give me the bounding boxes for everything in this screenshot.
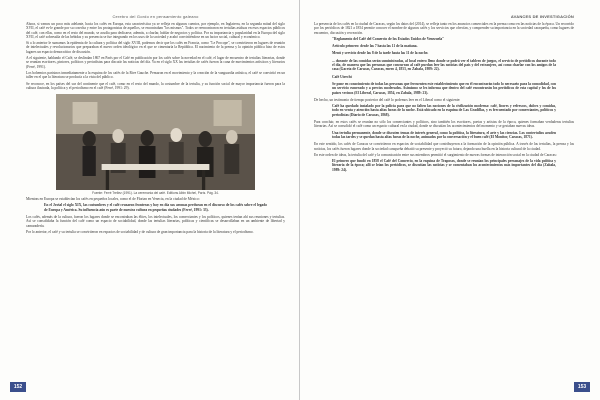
right-paragraph-4: En este sentido, los cafés de Caracas se convirtieron en espacios de sociabilidad que contribuyeron a la formación de la opinión pública. A través de las tertulias, la prensa y las noticias, los cafés fueron lugares donde la sociedad caraqueña debatió su presente y proyectó su futuro, dejando una huella en la historia cultural de la ciudad. [314, 142, 574, 151]
right-quote-line-1: Artículo primero: desde las 7 hasta las 11 de la mañana. [332, 44, 418, 49]
left-running-head: Cerebro del Gordo en pensamiento galeano [112, 14, 199, 19]
cafe-scene-image [56, 94, 255, 190]
left-paragraph-6: Mientras en Europa se establecían los cafés en pequeños locales, como el de Florian en Venecia, en la ciudad de México: [26, 197, 200, 202]
right-quote-line-3: ... durante de las comidas serán suministradas, al local entero lleno donde se podrá ver el tablero de juegos, el servicio de periódicos durante todo el día, de manera que las personas que concurran al café puedan leer las noticias del país y del extranjero, así como charlar con los amigos de la casa (Gaceta de Caracas, Caracas, enero 4, 1853, en Zabala, 1989: 22). [332, 58, 556, 72]
right-running-head: AVANCES DE INVESTIGACIÓN [510, 14, 574, 19]
right-paragraph-2: De hecho, un testimonio de tiempo posterior del café lo podemos leer en el Liberal como el siguiente: [314, 97, 461, 102]
right-quote-final: El primero que fundó en 1858 el Café del Comercio, en la esquina de Traposos, donde se reunían los principales personajes de la vida política y literaria de la época; allí se leían los periódicos, se discutían las noticias y se comentaban los acontecimientos más importantes del día (Zabala, 1989: 24). [332, 159, 556, 172]
cafe-photograph [56, 94, 255, 190]
right-paragraph-5: En este orden de ideas, la tertulia del café y la comunicación entre sus miembros permitió el surgimiento de nuevas formas de interacción social en la ciudad de Caracas: [314, 152, 557, 157]
photo-caption: Fuente: Ferré Trellez (1991). La ceremonia del café. Editions Albin Michel, París. Pág. 34. [92, 191, 219, 196]
left-page-number: 152 [10, 382, 26, 392]
right-quote-line-2: Menú y servicio desde las 8 de la tarde hasta las 11 de la noche. [332, 51, 429, 56]
left-block-quote: En el Jovial el siglo XIX, las costumbres y el café cruzaron fronteras y hoy en día sus aromas perduran en el discurso de los cafés sobre el legado de Europa y América. Su influencia aún es parte de nuestra cultura en pequeñas ciudades (Ferré, 1991: 33). [44, 203, 267, 212]
left-paragraph-8: Por lo anterior, el café y su tertulia se convirtieron en espacios de sociabilidad y de cultura de gran importancia para la historia de la literatura y el periodismo. [26, 229, 254, 234]
right-paragraph-1: La presencia de los cafés en la ciudad de Caracas, según los datos del (2014), se refleja tanto en los anuncios comerciales en la prensa como en las noticias de la época. Un recorrido por los periódicos de 1821 a 1854 permite conocer el nombre de algunos cafés y los servicios que ofrecían, y comprender su importancia en la sociedad caraqueña, como lugares de encuentro, discusión y recreación. [314, 22, 574, 35]
right-quote-title: "Reglamento del Café del Comercio de los Estados Unidos de Venezuela" [332, 36, 445, 41]
right-quote-police: Café ha quedado instalado por la policía para que no falten las nociones de la civilización moderna: café, licores y refrescos, dulces y comidas, todo en venta y atención hasta altas horas de la noche. Está ubicado en la esquina de Las Gradillas, y es frecuentado por comerciantes, políticos y periodistas (Diario de Caracas, 1868). [332, 104, 556, 117]
right-paragraph-3: Para concluir, en estos cafés se reunían no sólo los comerciantes y políticos, sino también los escritores, poetas y artistas de la época, quienes formaban verdaderas tertulias literarias. Así se consolidó el café como un espacio cultural en la ciudad, donde se discutían los acontecimientos del momento y se gestaban nuevas ideas. [314, 120, 574, 129]
left-paragraph-2: Si a lo anterior le sumamos la epidemia de la cultura y política del siglo XVIII, podemos decir que los cafés en Francia, como "Le Procope", se convirtieron en lugares de reunión de intelectuales y revolucionarios que preparaban el nuevo orden ideológico en el que se cimentaría la República. El nacimiento de la prensa y la opinión pública hizo de estos lugares un espacio democrático de discusión. [26, 41, 285, 54]
left-paragraph-4: Los bohemios parisinos inmediatamente a la esquina de los cafés de la Rive Gauche. Pensaron en el movimiento y la creación de la vanguardia artística, el café se convirtió en un taller en el que la literatura se producía a la vista del público. [26, 70, 285, 80]
right-page [300, 0, 600, 400]
left-paragraph-5: Se reconoce, en los países del sur del continente que el café, como en el resto del mundo, la costumbre de la tertulia, y su función social de mayor importancia fueron para la cultura ilustrada, la política y el periodismo en el café (Ferré, 1991: 29). [26, 81, 285, 90]
right-quote-cafe-name: Café Utrecht [332, 74, 352, 79]
left-paragraph-1: Ahora, si vamos un poco más adelante, hacia los cafés en Europa, esta característica ya se refleja en algunos cuentos, por ejemplo, en Inglaterra, en la segunda mitad del siglo XVII, el café es-le grande por su cosecha y entre los protagonistas de aquellos, se encontraban "los mismos". Todos se reencontraron en tertulias asiduas en esos espacios públicos del café, con ellas, como en el resto del mundo, se acudía para dedicarse, además, a charlar, hablar de negocios y política. Por su importancia y popularidad en la Europa del siglo XVII, el café sobresalía de las bebidas y su presencia se fue integrando en los usos de la sociedad y acabó convirtiéndose en un factor social, cultural y económico. [26, 22, 285, 39]
left-paragraph-7: Los cafés, además de la cultura, fueron los lugares donde se encontraban las élites, los intelectuales, los comerciantes y los políticos, quienes tenían ahí sus reuniones y tertulias. Así se consolidaba la función del café como un espacio de sociabilidad, donde las tertulias literarias, políticas y científicas se desarrollaban en un ambiente de libertad y camaradería. [26, 215, 285, 228]
left-paragraph-3: A el siguiente, hablando el Café, se deslindan 1867 en París por el Café en publicación por los cafés sobre la novedad en el café, el lugar de encuentro de tertulias literarias, donde se reunían escritores, pintores, políticos y periodistas para discutir las noticias del día. Ya en el siglo XX las tertulias de cafés fueron la cuna de movimientos artísticos y literarios (Ferré, 1991). [26, 56, 285, 69]
right-quote-tertulia: Una tertulia permanente, donde se discuten temas de interés general, como la política, la literatura, el arte y las ciencias. Los contertulios acuden todas las tardes y se quedan hasta altas horas de la noche, animados por la conversación y el buen café (El Monitor, Caracas, 1871). [332, 130, 556, 139]
right-page-number: 153 [574, 382, 590, 392]
right-quote-cafe-notice: Se pone en conocimiento de todas las personas que frecuenten este establecimiento que en él encontrarán todo lo necesario para la comodidad, con un servicio esmerado y a precios moderados. Asimismo se les informa que dentro del café encontrarán los periódicos de esta capital y los de los países vecinos (El Liberal, Caracas, 1854, en Zabala, 1989: 23). [332, 81, 556, 95]
